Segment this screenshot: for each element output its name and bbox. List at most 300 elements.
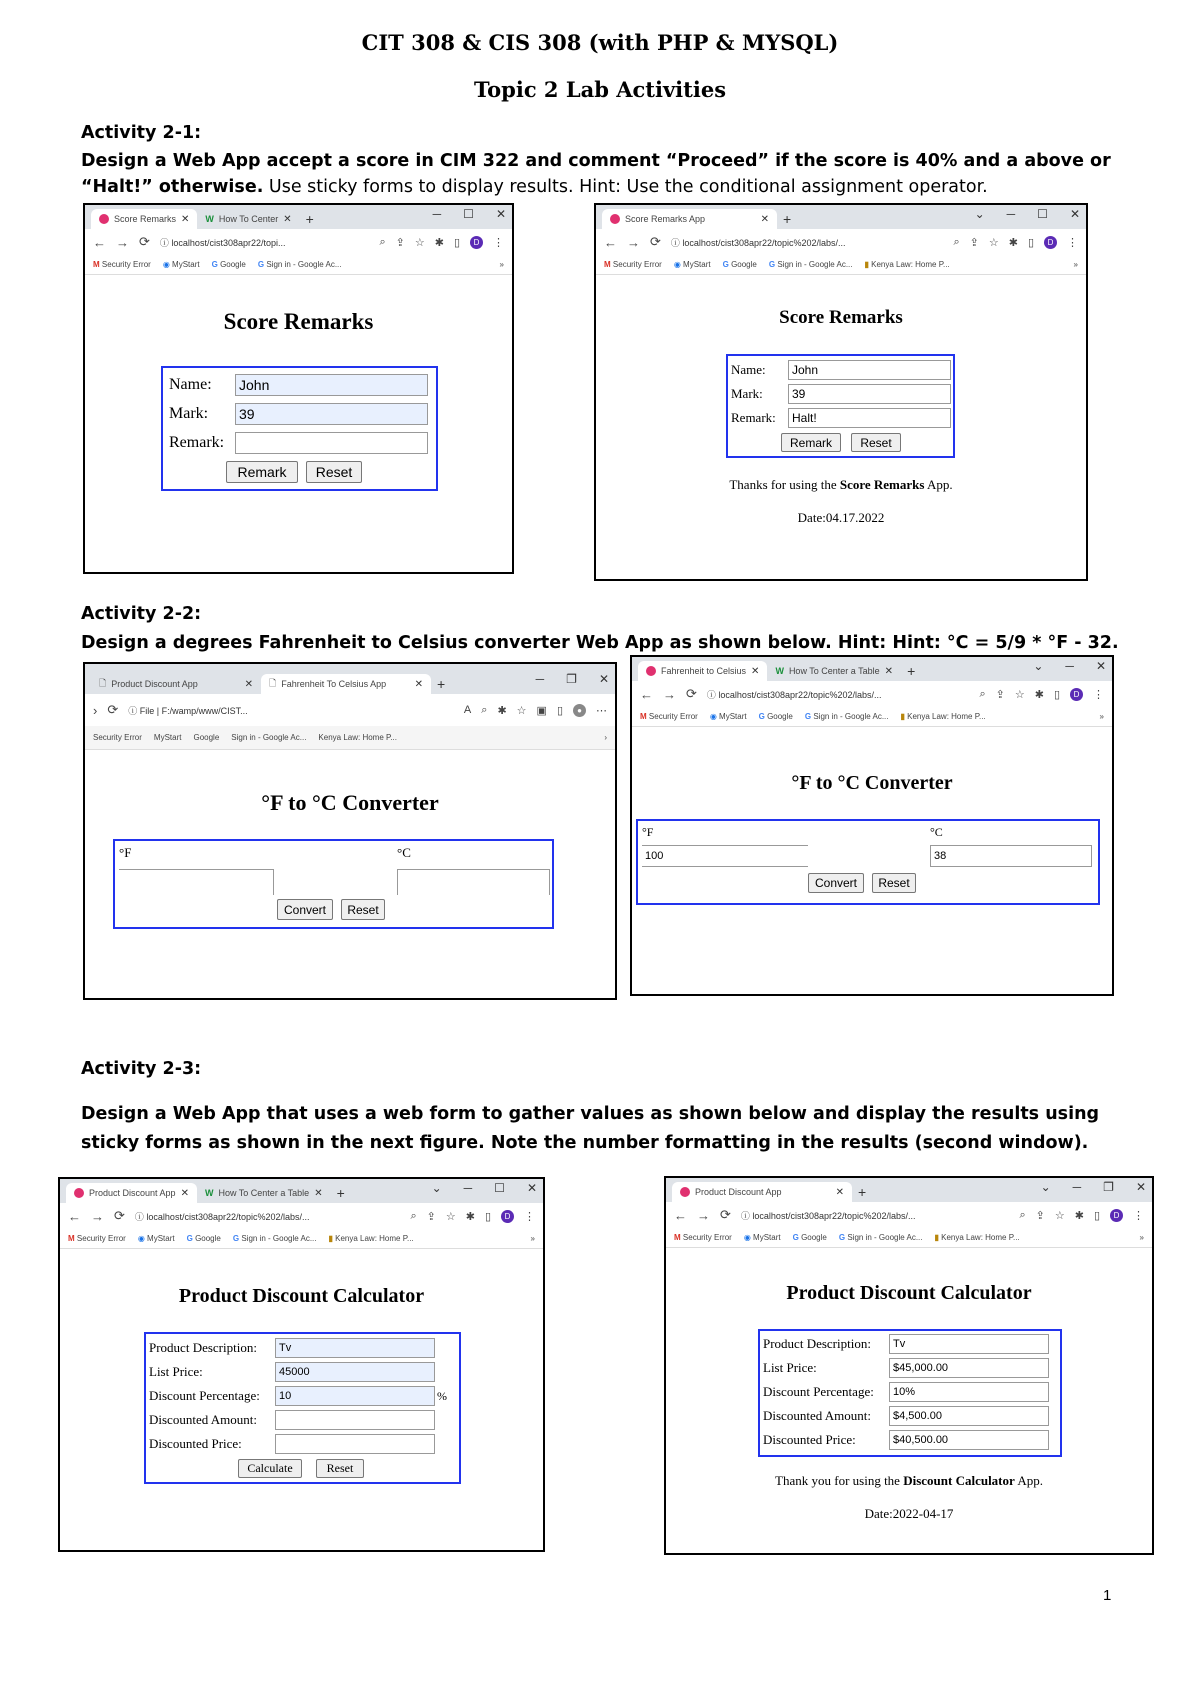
menu-icon[interactable]: ⋮	[524, 1210, 535, 1223]
close-tab-icon[interactable]: ✕	[244, 678, 253, 690]
list-price-input[interactable]: $45,000.00	[889, 1358, 1049, 1378]
google-icon: G	[758, 712, 765, 721]
tab-label: Score Remarks App	[625, 214, 706, 224]
globe-icon: ◉	[743, 1233, 751, 1242]
toolbar-icons	[953, 236, 1078, 249]
extensions-icon[interactable]: ✱	[1034, 688, 1044, 701]
bookmark-signin[interactable]	[233, 1234, 317, 1243]
address-bar[interactable]: ⓘ localhost/cist308apr22/topic%202/labs/...	[134, 1211, 310, 1222]
discount-percent-input[interactable]: 10	[275, 1386, 435, 1406]
bookmark-security-error[interactable]	[604, 260, 662, 269]
minimize-icon[interactable]: ─	[1006, 207, 1016, 221]
bookmark-kenya-law[interactable]	[864, 260, 949, 269]
share-icon[interactable]: ⇪	[395, 236, 405, 249]
converter-form	[636, 819, 1100, 905]
app-heading: °F to °C Converter	[791, 772, 953, 794]
name-input[interactable]: John	[788, 360, 951, 380]
globe-icon: ◉	[137, 1234, 145, 1243]
star-icon[interactable]: ☆	[445, 1210, 456, 1223]
back-icon[interactable]: ←	[604, 234, 617, 250]
bookmark-label: Kenya Law: Home P...	[871, 260, 950, 269]
app-heading: Product Discount Calculator	[178, 1285, 425, 1307]
bookmark-kenya-law[interactable]	[328, 1234, 413, 1243]
fahrenheit-label: °F	[119, 845, 132, 860]
bookmark-signin[interactable]	[258, 260, 342, 269]
reload-icon[interactable]: ⟳	[686, 686, 697, 701]
bookmark-security-error[interactable]	[674, 1233, 732, 1242]
close-tab-icon[interactable]: ✕	[760, 213, 769, 225]
description-input[interactable]: Tv	[889, 1334, 1049, 1354]
bookmark-mystart[interactable]	[163, 260, 200, 269]
share-icon[interactable]: ⇪	[1035, 1209, 1045, 1222]
nav-bar	[596, 229, 1086, 255]
read-aloud-icon[interactable]: A	[463, 704, 472, 716]
activity-1-text-bold: Design a Web App accept a score in CIM 322 and comment “Proceed” if the score is 40% and a above or “Halt!” otherwise.	[81, 151, 1111, 197]
tab-label: Product Discount App	[695, 1187, 782, 1197]
bookmark-security-error[interactable]	[68, 1234, 126, 1243]
fahrenheit-input[interactable]: 100	[642, 845, 808, 867]
bookmark-signin[interactable]	[839, 1233, 923, 1242]
bookmark-mystart[interactable]	[138, 1234, 175, 1243]
celsius-label: °C	[930, 825, 943, 839]
bookmark-folder-icon: ▮	[900, 712, 905, 721]
reset-button[interactable]: Reset	[306, 461, 362, 483]
bookmarks-bar	[60, 1229, 543, 1249]
tab-score-remarks[interactable]	[91, 209, 197, 229]
more-bookmarks-icon[interactable]: »	[1139, 1233, 1144, 1242]
bookmark-label: Sign in - Google Ac...	[813, 712, 889, 721]
discount-amount-row	[763, 1406, 1049, 1426]
back-icon[interactable]: ←	[640, 686, 653, 702]
reset-button[interactable]: Reset	[872, 873, 916, 893]
bookmark-label: Google	[220, 260, 246, 269]
sidebar-icon[interactable]: ▯	[1027, 236, 1034, 249]
address-bar[interactable]: ⓘ localhost/cist308apr22/topic%202/labs/...	[706, 689, 882, 700]
bookmark-signin[interactable]	[805, 712, 889, 721]
address-bar[interactable]: ⓘ File | F:/wamp/www/CIST...	[128, 705, 248, 716]
window-controls	[536, 672, 609, 686]
close-tab-icon[interactable]: ✕	[884, 665, 894, 677]
bookmark-kenya-law[interactable]	[900, 712, 985, 721]
close-window-icon[interactable]: ✕	[526, 1181, 537, 1195]
chevron-down-icon[interactable]: ⌄	[431, 1181, 442, 1195]
tab-product-discount[interactable]	[672, 1182, 852, 1202]
remark-label: Remark:	[169, 434, 225, 451]
tab-fahrenheit-celsius[interactable]	[638, 661, 767, 681]
tab-score-remarks-app[interactable]	[602, 209, 777, 229]
tab-label: How To Center a Table	[788, 666, 880, 676]
tab-label: Score Remarks	[114, 214, 177, 224]
list-price-row	[763, 1358, 1049, 1378]
extensions-icon[interactable]: ✱	[1074, 1209, 1084, 1222]
bookmark-google[interactable]: Google	[193, 733, 220, 742]
more-bookmarks-icon[interactable]: »	[499, 260, 504, 269]
mark-input[interactable]: 39	[235, 403, 428, 425]
maximize-icon[interactable]: ❐	[1103, 1180, 1114, 1194]
menu-icon[interactable]: ⋮	[1067, 236, 1078, 249]
bookmark-label: Security Error	[101, 260, 151, 269]
thanks-message	[596, 477, 1086, 493]
bookmark-google[interactable]	[759, 712, 793, 721]
reload-icon[interactable]: ⟳	[139, 234, 150, 249]
zoom-icon[interactable]: ⌕	[481, 703, 488, 716]
menu-icon[interactable]: ⋮	[1133, 1209, 1144, 1222]
discount-amount-input[interactable]	[275, 1410, 435, 1430]
bookmarks-bar	[666, 1228, 1152, 1248]
google-icon: G	[838, 1233, 846, 1242]
calculate-button[interactable]: Calculate	[238, 1459, 302, 1478]
new-tab-icon[interactable]: +	[305, 211, 314, 227]
bookmark-google[interactable]	[187, 1234, 221, 1243]
discount-percent-row	[149, 1386, 447, 1406]
remark-button[interactable]: Remark	[226, 461, 298, 483]
bookmark-label: Kenya Law: Home P...	[335, 1234, 414, 1243]
discount-price-row	[763, 1430, 1049, 1450]
zoom-icon[interactable]: ⌕	[1019, 1208, 1026, 1221]
bookmark-label: Sign in - Google Ac...	[777, 260, 853, 269]
converter-form	[113, 839, 554, 929]
more-bookmarks-icon[interactable]: »	[1099, 712, 1104, 721]
new-tab-icon[interactable]: +	[336, 1185, 345, 1201]
zoom-icon[interactable]: ⌕	[979, 687, 986, 700]
forward-icon[interactable]: →	[663, 686, 676, 702]
score-form	[161, 366, 438, 491]
w3schools-icon: W	[204, 1188, 214, 1198]
google-icon: G	[722, 260, 729, 269]
toolbar-icons	[379, 236, 504, 249]
remark-input[interactable]: Halt!	[788, 408, 951, 428]
bookmark-mystart[interactable]	[710, 712, 747, 721]
minimize-icon[interactable]: ─	[535, 672, 545, 686]
toolbar-icons	[1019, 1209, 1144, 1222]
extensions-icon[interactable]: ✱	[1008, 236, 1018, 249]
app-favicon-icon	[610, 214, 620, 224]
nav-bar	[632, 681, 1112, 707]
close-window-icon[interactable]: ✕	[1095, 659, 1106, 673]
thanks-suffix: App.	[1014, 1473, 1043, 1488]
more-bookmarks-icon[interactable]: »	[1073, 260, 1078, 269]
chevron-down-icon[interactable]: ⌄	[1040, 1180, 1051, 1194]
bookmark-label: Security Error	[76, 1234, 126, 1243]
app-favicon-icon	[680, 1187, 690, 1197]
mark-label: Mark:	[731, 386, 763, 401]
name-label: Name:	[169, 376, 212, 393]
minimize-icon[interactable]: ─	[1065, 659, 1074, 673]
button-row	[277, 899, 385, 920]
sidebar-icon[interactable]: ▯	[484, 1210, 491, 1223]
tab-label: Fahrenheit to Celsius	[661, 666, 747, 676]
toolbar-icons	[410, 1210, 535, 1223]
forward-icon[interactable]: →	[697, 1207, 710, 1223]
bookmark-google[interactable]	[212, 260, 246, 269]
profile-avatar[interactable]: D	[501, 1210, 514, 1223]
share-icon[interactable]: ⇪	[969, 236, 979, 249]
discount-percent-input[interactable]: 10%	[889, 1382, 1049, 1402]
tab-product-discount[interactable]	[66, 1183, 197, 1203]
address-bar[interactable]: ⓘ localhost/cist308apr22/topic%202/labs/...	[740, 1210, 916, 1221]
fahrenheit-input[interactable]	[119, 869, 274, 895]
star-icon[interactable]: ☆	[988, 236, 999, 249]
extensions-icon[interactable]: ✱	[497, 704, 507, 717]
new-tab-icon[interactable]: +	[907, 663, 916, 679]
close-tab-icon[interactable]: ✕	[835, 1186, 844, 1198]
close-tab-icon[interactable]: ✕	[283, 213, 292, 225]
chevron-right-icon[interactable]: ›	[604, 733, 607, 742]
mark-row	[731, 384, 951, 404]
close-window-icon[interactable]: ✕	[598, 672, 609, 686]
bookmark-mystart[interactable]	[674, 260, 711, 269]
thanks-app-name: Score Remarks	[839, 477, 925, 492]
gmail-icon: M	[93, 260, 100, 269]
button-row	[226, 461, 362, 483]
maximize-icon[interactable]: ☐	[463, 207, 474, 221]
bookmark-mystart[interactable]	[744, 1233, 781, 1242]
bookmark-signin[interactable]: Sign in - Google Ac...	[231, 733, 307, 742]
profile-avatar[interactable]: D	[1044, 236, 1057, 249]
celsius-input[interactable]: 38	[930, 845, 1092, 867]
date-text: Date:2022-04-17	[864, 1506, 954, 1521]
tab-bar	[85, 205, 512, 229]
bookmark-google[interactable]	[793, 1233, 827, 1242]
address-bar[interactable]: ⓘ localhost/cist308apr22/topic%202/labs/...	[670, 237, 846, 248]
bookmark-google[interactable]	[723, 260, 757, 269]
bookmarks-bar	[85, 726, 615, 750]
app-heading: Score Remarks	[779, 307, 903, 328]
bookmark-label: MyStart	[753, 1233, 781, 1242]
app-heading: Score Remarks	[223, 309, 374, 334]
bookmarks-bar	[632, 707, 1112, 727]
reload-icon[interactable]: ⟳	[650, 234, 661, 249]
bookmark-label: Security Error	[648, 712, 698, 721]
url-text: localhost/cist308apr22/topic%202/labs/...	[718, 689, 882, 700]
activity-1-heading: Activity 2-1:	[81, 123, 202, 143]
forward-icon[interactable]: →	[116, 234, 129, 250]
nav-bar	[60, 1203, 543, 1229]
reload-icon[interactable]: ⟳	[107, 702, 119, 717]
google-icon: G	[804, 712, 812, 721]
list-price-label: List Price:	[149, 1364, 203, 1379]
tab-how-to-center[interactable]	[197, 209, 299, 229]
sidebar-icon[interactable]: ▯	[453, 236, 460, 249]
bookmark-security-error[interactable]	[93, 260, 151, 269]
window-controls	[975, 207, 1080, 221]
bookmark-security-error[interactable]: Security Error	[93, 733, 142, 742]
reload-icon[interactable]: ⟳	[720, 1207, 731, 1222]
close-tab-icon[interactable]: ✕	[181, 213, 190, 225]
activity-2-text-bold: Design a degrees Fahrenheit to Celsius converter Web App as shown below. Hint: Hint: °C = 5/9 * °F - 32.	[81, 633, 1119, 653]
bookmark-security-error[interactable]	[640, 712, 698, 721]
gmail-icon: M	[68, 1234, 75, 1243]
tab-fahrenheit-celsius[interactable]	[261, 674, 431, 694]
favorites-icon[interactable]: ☆	[516, 704, 527, 717]
forward-icon[interactable]: →	[627, 234, 640, 250]
profile-avatar[interactable]: D	[1070, 688, 1083, 701]
tab-how-to-center[interactable]	[767, 661, 901, 681]
tab-how-to-center[interactable]	[197, 1183, 331, 1203]
share-icon[interactable]: ⇪	[995, 688, 1005, 701]
close-window-icon[interactable]: ✕	[1069, 207, 1080, 221]
document-title: CIT 308 & CIS 308 (with PHP & MYSQL)	[361, 30, 839, 55]
sidebar-icon[interactable]: ▯	[1053, 688, 1060, 701]
bookmark-folder-icon: ▮	[934, 1233, 939, 1242]
extensions-icon[interactable]: ✱	[434, 236, 444, 249]
page-number: 1	[1103, 1587, 1112, 1604]
bookmark-folder-icon: ▮	[864, 260, 869, 269]
close-tab-icon[interactable]: ✕	[751, 665, 760, 677]
discount-price-input[interactable]	[275, 1434, 435, 1454]
close-tab-icon[interactable]: ✕	[314, 1187, 323, 1199]
close-tab-icon[interactable]: ✕	[414, 678, 423, 690]
close-tab-icon[interactable]: ✕	[180, 1187, 189, 1199]
button-row	[238, 1459, 364, 1478]
profile-avatar[interactable]: D	[1110, 1209, 1123, 1222]
activity-1-text	[81, 148, 1161, 200]
bookmarks-bar	[85, 255, 512, 275]
bookmarks-bar	[596, 255, 1086, 275]
discount-price-row	[149, 1434, 435, 1454]
collections-icon[interactable]: ▣	[536, 704, 547, 717]
minimize-icon[interactable]: ─	[432, 207, 442, 221]
mark-label: Mark:	[169, 405, 209, 422]
gmail-icon: M	[674, 1233, 681, 1242]
thanks-app-name: Discount Calculator	[903, 1473, 1015, 1488]
button-row	[808, 873, 916, 893]
maximize-icon[interactable]: ☐	[1037, 207, 1048, 221]
new-tab-icon[interactable]: +	[858, 1184, 867, 1200]
name-input[interactable]: John	[235, 374, 428, 396]
new-tab-icon[interactable]: +	[437, 676, 446, 692]
reload-icon[interactable]: ⟳	[114, 1208, 125, 1223]
minimize-icon[interactable]: ─	[1072, 1180, 1082, 1194]
maximize-icon[interactable]: ☐	[494, 1181, 505, 1195]
zoom-icon[interactable]: ⌕	[953, 235, 960, 248]
tab-product-discount[interactable]	[91, 674, 261, 694]
chevron-down-icon[interactable]: ⌄	[974, 207, 985, 221]
nav-bar	[85, 694, 615, 726]
tab-label: Product Discount App	[89, 1188, 176, 1198]
sidebar-icon[interactable]: ▯	[556, 704, 563, 717]
window-controls	[1041, 1180, 1146, 1194]
extensions-icon[interactable]: ✱	[465, 1210, 475, 1223]
gmail-icon: M	[640, 712, 647, 721]
percent-sign: %	[437, 1388, 447, 1403]
new-tab-icon[interactable]: +	[783, 211, 792, 227]
discount-amount-label: Discounted Amount:	[763, 1408, 871, 1423]
bookmark-label: MyStart	[172, 260, 200, 269]
description-row	[763, 1334, 1049, 1354]
tab-bar	[666, 1178, 1152, 1202]
description-row	[149, 1338, 435, 1358]
profile-avatar[interactable]: D	[470, 236, 483, 249]
gmail-icon: M	[604, 260, 611, 269]
minimize-icon[interactable]: ─	[463, 1181, 473, 1195]
bookmark-mystart[interactable]: MyStart	[153, 733, 182, 742]
maximize-icon[interactable]: ❐	[566, 672, 577, 686]
google-icon: G	[186, 1234, 193, 1243]
forward-icon[interactable]: →	[91, 1208, 104, 1224]
menu-icon[interactable]: ⋮	[493, 236, 504, 249]
google-icon: G	[792, 1233, 799, 1242]
back-icon[interactable]: ←	[93, 234, 106, 250]
tab-label: How To Center	[218, 214, 279, 224]
nav-bar	[666, 1202, 1152, 1228]
discount-price-label: Discounted Price:	[149, 1436, 242, 1451]
list-price-input[interactable]: 45000	[275, 1362, 435, 1382]
bookmark-label: Kenya Law: Home P...	[907, 712, 986, 721]
document-icon: 🗋	[99, 678, 107, 688]
sidebar-icon[interactable]: ▯	[1093, 1209, 1100, 1222]
zoom-icon[interactable]: ⌕	[410, 1209, 417, 1222]
forward-icon[interactable]: ›	[93, 702, 98, 718]
convert-button[interactable]: Convert	[808, 873, 864, 893]
toolbar-icons	[464, 704, 607, 717]
url-text: localhost/cist308apr22/topi...	[171, 237, 286, 248]
star-icon[interactable]: ☆	[1014, 688, 1025, 701]
celsius-input[interactable]	[397, 869, 550, 895]
url-text: localhost/cist308apr22/topic%202/labs/...	[146, 1211, 310, 1222]
remark-input[interactable]	[235, 432, 428, 454]
chevron-down-icon[interactable]: ⌄	[1033, 659, 1044, 673]
mark-input[interactable]: 39	[788, 384, 951, 404]
more-bookmarks-icon[interactable]: »	[530, 1234, 535, 1243]
reset-button[interactable]: Reset	[851, 433, 901, 452]
close-window-icon[interactable]: ✕	[1135, 1180, 1146, 1194]
bookmark-kenya-law[interactable]	[934, 1233, 1019, 1242]
star-icon[interactable]: ☆	[414, 236, 425, 249]
app-favicon-icon	[99, 214, 109, 224]
description-input[interactable]: Tv	[275, 1338, 435, 1358]
fahrenheit-label: °F	[642, 825, 654, 839]
name-row	[731, 360, 951, 380]
address-bar[interactable]: ⓘ localhost/cist308apr22/topi...	[159, 237, 286, 248]
star-icon[interactable]: ☆	[1054, 1209, 1065, 1222]
thanks-prefix: Thanks for using the	[729, 477, 840, 492]
globe-icon: ◉	[673, 260, 681, 269]
discount-price-input[interactable]: $40,500.00	[889, 1430, 1049, 1450]
zoom-icon[interactable]: ⌕	[379, 235, 386, 248]
activity-1-text-plain: Use sticky forms to display results. Hint: Use the conditional assignment operator.	[263, 177, 988, 197]
menu-icon[interactable]: ⋯	[596, 704, 607, 717]
list-price-label: List Price:	[763, 1360, 817, 1375]
profile-avatar[interactable]: ●	[573, 704, 586, 717]
bookmark-label: MyStart	[683, 260, 711, 269]
browser-window-converter-b	[630, 655, 1114, 996]
toolbar-icons	[979, 688, 1104, 701]
discount-price-label: Discounted Price:	[763, 1432, 856, 1447]
convert-button[interactable]: Convert	[277, 899, 333, 920]
discount-amount-input[interactable]: $4,500.00	[889, 1406, 1049, 1426]
back-icon[interactable]: ←	[674, 1207, 687, 1223]
discount-percent-label: Discount Percentage:	[763, 1384, 874, 1399]
google-icon: G	[232, 1234, 240, 1243]
activity-2-heading: Activity 2-2:	[81, 604, 202, 624]
name-row	[169, 374, 428, 396]
menu-icon[interactable]: ⋮	[1093, 688, 1104, 701]
bookmark-signin[interactable]	[769, 260, 853, 269]
google-icon: G	[768, 260, 776, 269]
remark-button[interactable]: Remark	[781, 433, 841, 452]
bookmark-kenya-law[interactable]: Kenya Law: Home P...	[318, 733, 397, 742]
back-icon[interactable]: ←	[68, 1208, 81, 1224]
reset-button[interactable]: Reset	[341, 899, 385, 920]
window-controls	[433, 207, 506, 221]
reset-button[interactable]: Reset	[316, 1459, 364, 1478]
share-icon[interactable]: ⇪	[426, 1210, 436, 1223]
tab-bar	[632, 657, 1112, 681]
bookmark-label: Google	[731, 260, 757, 269]
activity-2-text	[81, 630, 1181, 656]
close-window-icon[interactable]: ✕	[495, 207, 506, 221]
